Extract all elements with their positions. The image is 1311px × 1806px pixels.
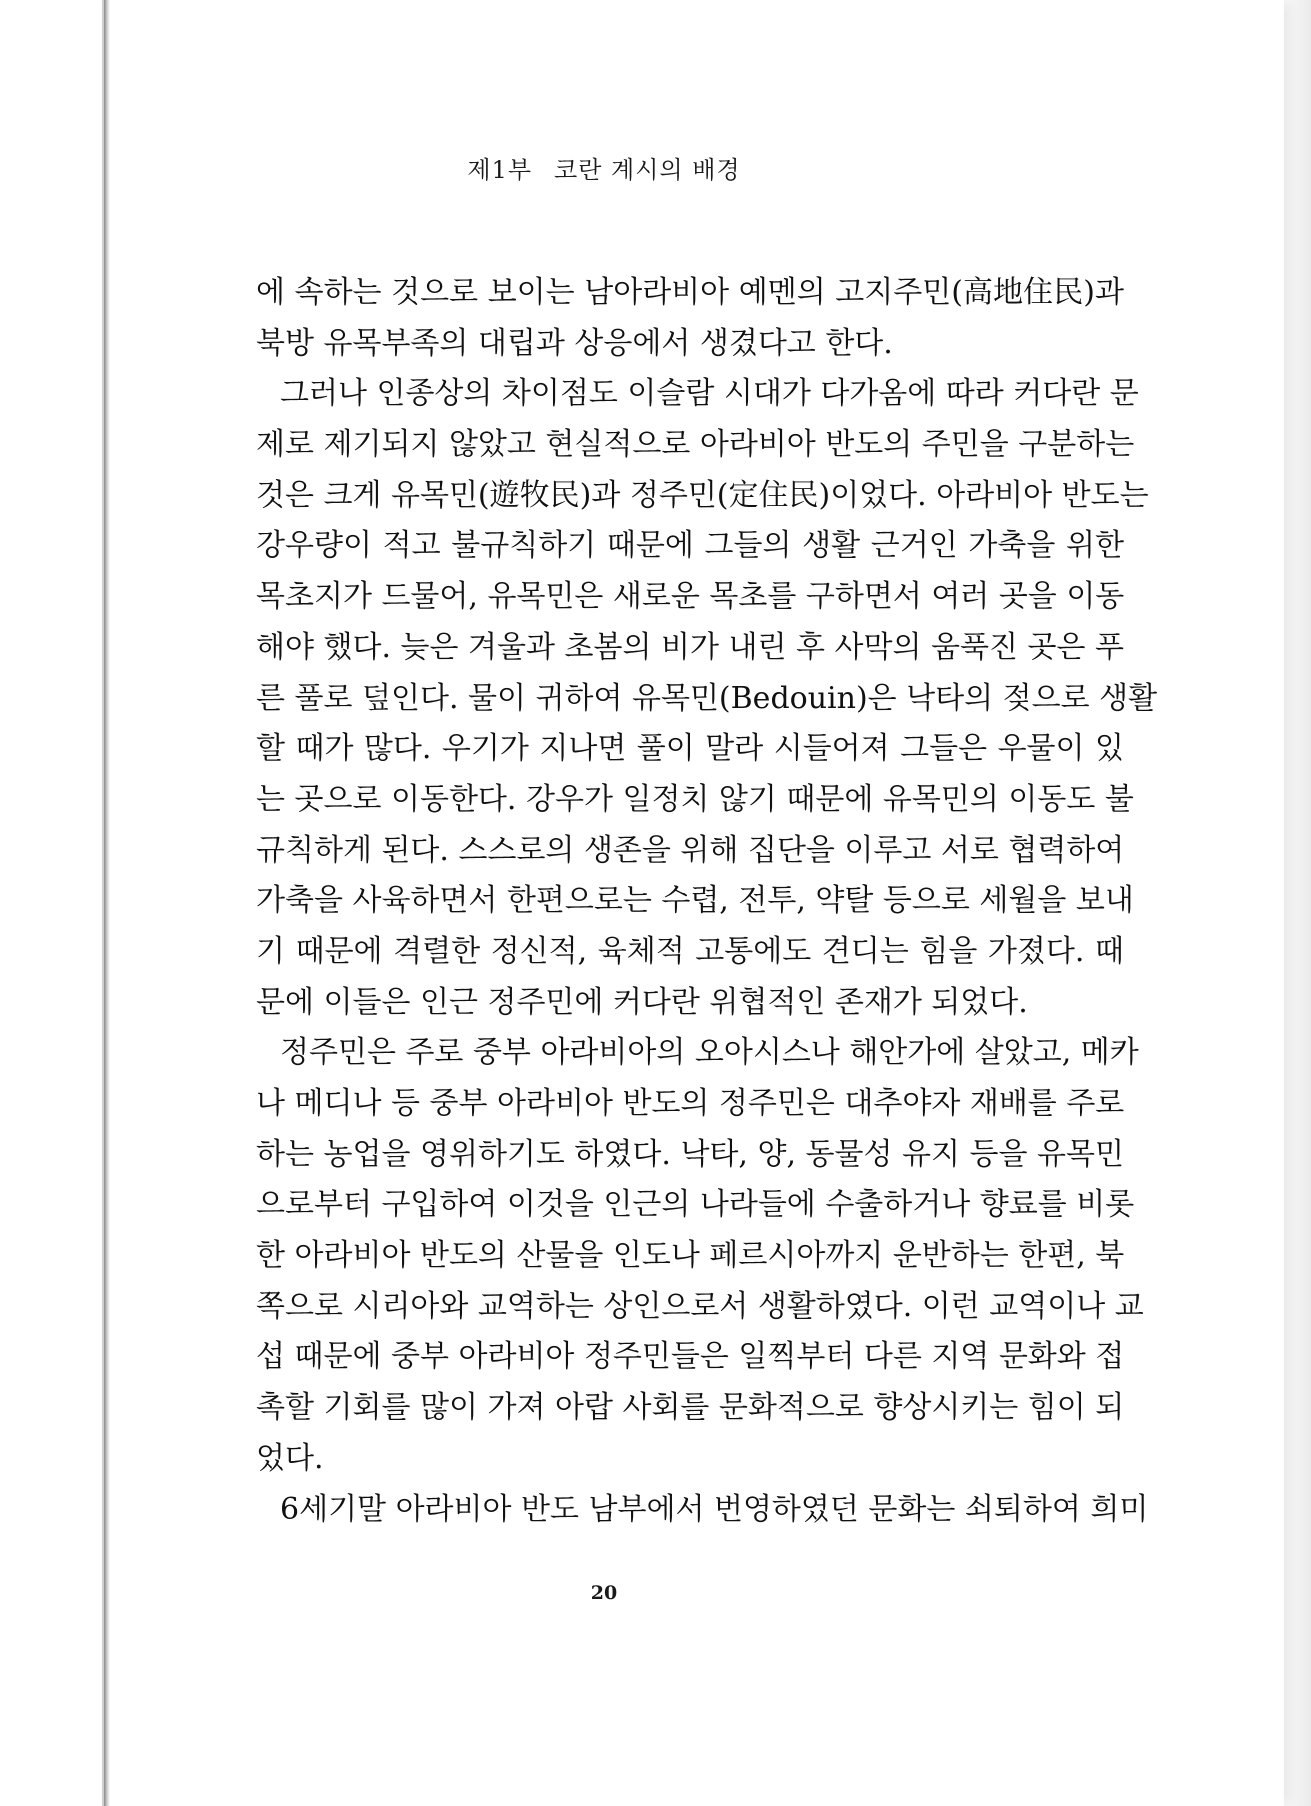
text-line: 규칙하게 된다. 스스로의 생존을 위해 집단을 이루고 서로 협력하여 <box>256 832 1125 868</box>
text-line: 하는 농업을 영위하기도 하였다. 낙타, 양, 동물성 유지 등을 유목민 <box>256 1136 1124 1172</box>
running-head-part: 제1부 <box>467 156 533 184</box>
text-line: 한 아라비아 반도의 산물을 인도나 페르시아까지 운반하는 한편, 북 <box>256 1238 1125 1274</box>
text-line: 쪽으로 시리아와 교역하는 상인으로서 생활하였다. 이런 교역이나 교 <box>256 1288 1144 1324</box>
text-line: 섭 때문에 중부 아라비아 정주민들은 일찍부터 다른 지역 문화와 접 <box>256 1339 1125 1375</box>
text-line: 었다. <box>256 1440 324 1476</box>
text-line: 해야 했다. 늦은 겨울과 초봄의 비가 내린 후 사막의 움푹진 곳은 푸 <box>256 629 1124 665</box>
text-line: 문에 이들은 인근 정주민에 커다란 위협적인 존재가 되었다. <box>256 984 1028 1020</box>
paragraph <box>256 268 1124 369</box>
body-text <box>256 268 1158 1535</box>
text-line: 목초지가 드물어, 유목민은 새로운 목초를 구하면서 여러 곳을 이동 <box>256 579 1125 615</box>
text-line: 촉할 기회를 많이 가져 아랍 사회를 문화적으로 향상시키는 힘이 되 <box>256 1390 1125 1426</box>
text-line: 북방 유목부족의 대립과 상응에서 생겼다고 한다. <box>256 325 893 361</box>
page-right-shadow <box>1281 0 1311 1806</box>
paragraph <box>256 369 1158 1028</box>
paragraph <box>256 1485 1149 1536</box>
text-line: 그러나 인종상의 차이점도 이슬람 시대가 다가옴에 따라 커다란 문 <box>280 376 1139 412</box>
text-line: 정주민은 주로 중부 아라비아의 오아시스나 해안가에 살았고, 메카 <box>280 1035 1139 1071</box>
text-line: 나 메디나 등 중부 아라비아 반도의 정주민은 대추야자 재배를 주로 <box>256 1086 1125 1121</box>
text-line: 으로부터 구입하여 이것을 인근의 나라들에 수출하거나 향료를 비롯 <box>256 1187 1135 1223</box>
text-line: 는 곳으로 이동한다. 강우가 일정치 않기 때문에 유목민의 이동도 불 <box>256 781 1134 817</box>
text-line: 것은 크게 유목민(遊牧民)과 정주민(定住民)이었다. 아라비아 반도는 <box>256 477 1149 513</box>
text-line: 6세기말 아라비아 반도 남부에서 번영하였던 문화는 쇠퇴하여 희미 <box>280 1491 1149 1527</box>
text-line: 강우량이 적고 불규칙하기 때문에 그들의 생활 근거인 가축을 위한 <box>256 528 1124 564</box>
page-number: 20 <box>590 1582 618 1604</box>
text-line: 제로 제기되지 않았고 현실적으로 아라비아 반도의 주민을 구분하는 <box>256 427 1135 463</box>
text-line: 할 때가 많다. 우기가 지나면 풀이 말라 시들어져 그들은 우물이 있 <box>256 731 1124 767</box>
text-line: 에 속하는 것으로 보이는 남아라비아 예멘의 고지주민(高地住民)과 <box>256 275 1124 310</box>
text-line: 가축을 사육하면서 한편으로는 수렵, 전투, 약탈 등으로 세월을 보내 <box>256 883 1134 919</box>
page-binding-edge <box>104 0 110 1806</box>
paragraph <box>256 1028 1144 1484</box>
running-head-title: 코란 계시의 배경 <box>554 156 741 184</box>
text-line: 른 풀로 덮인다. 물이 귀하여 유목민(Bedouin)은 낙타의 젖으로 생활 <box>256 680 1158 716</box>
text-line: 기 때문에 격렬한 정신적, 육체적 고통에도 견디는 힘을 가졌다. 때 <box>256 933 1124 969</box>
running-head <box>104 150 1104 185</box>
